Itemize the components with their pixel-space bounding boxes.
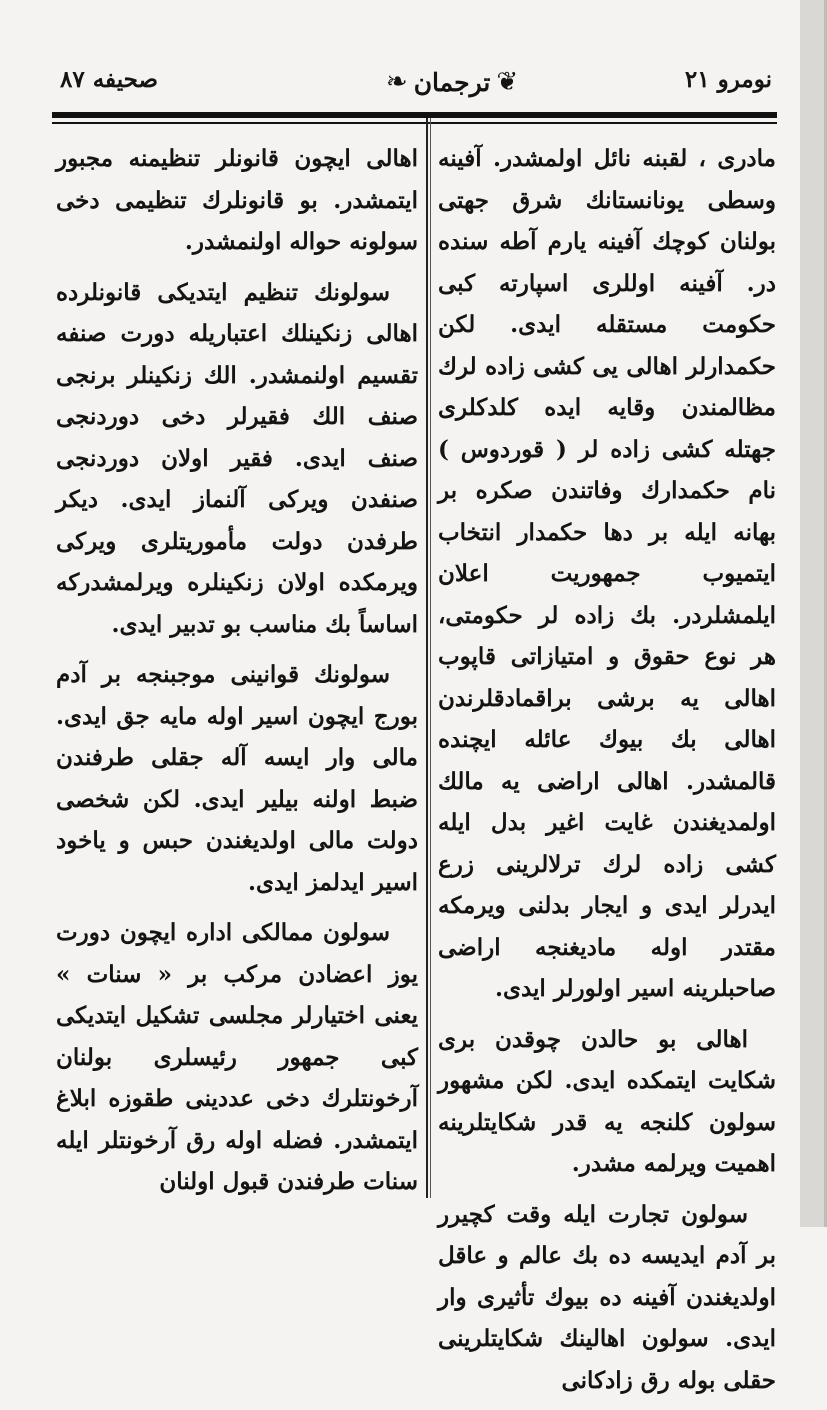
page-edge-shadow — [800, 0, 827, 1227]
paragraph: سولونك قوانینی موجبنجه بر آدم بورج ایچون اسیر اوله مایه جق ایدی. مالی وار ایسه آله جقلی طرفندن ضبط اولنه بیلیر ایدی. لكن شخصی دولت مالی اولدیغندن حبس و یاخود اسیر ایدلمز ایدی. — [56, 661, 418, 896]
paragraph: مادری ، لقبنه نائل اولمشدر. آفینه وسطی یونانستانك شرق جهتی بولنان كوچك آفینه یارم آطه سنده در. آفینه اوللری اسپارته كبی حكومت مستقله ایدی. لكن حكمدارلر اهالی یی كشی زاده لرك مظالمندن وقایه ایده كلدكلری جهتله كشی زاده لر ( قوردوس ) نام حكمدارك وفاتندن صكره بر بهانه ایله بر دها حكمدار انتخاب ایتمیوب جمهوریت اعلان ایلمشلردر. بك زاده لر حكومتی، هر نوع حقوق و امتیازاتی قاپوب اهالی یه برشی براقمادقلرندن اهالی بك بیوك عائله ایچنده قالمشدر. اهالی اراضی یه مالك اولمدیغندن غایت اغیر بدل ایله كشی زاده لرك ترلالرینی زرع ایدرلر ایدی و ایجار بدلنی ویرمكه مقتدر اوله مادیغنجه اراضی صاحبلرینه اسیر اولورلر ایدی. — [438, 145, 776, 1002]
newspaper-title: ترجمان — [413, 67, 491, 97]
scroll-ornament-icon: ❧ — [385, 67, 408, 97]
column-divider — [426, 118, 428, 1198]
paragraph: سولونك تنظیم ایتدیكی قانونلرده اهالی زنكینلك اعتباریله دورت صنفه تقسیم اولنمشدر. الك زنكینلر برنجی صنف الك فقیرلر دخی دوردنجی صنف ایدی. فقیر اولان دوردنجی صنفدن ویركی آلنماز ایدی. دیكر طرفدن دولت مأموریتلری ویركی ویرمكده اولان زنكینلره ویرلمشدركه اساساً بك مناسب بو تدبیر ایدی. — [56, 278, 418, 638]
left-column — [56, 138, 418, 1212]
paragraph: سولون تجارت ایله وقت كچیرر بر آدم ایدیسه ده بك عالم و عاقل اولدیغندن آفینه ده بیوك تأثیری وار ایدی. سولون اهالینك شكایتلرینی حقلی بوله رق زادكانی — [438, 1200, 776, 1394]
header-rule-thin — [52, 122, 777, 124]
paragraph: سولون ممالكی اداره ایچون دورت یوز اعضادن مركب بر « سنات » یعنی اختیارلر مجلسی تشكیل ایتدیكی كبی جمهور رئیسلری بولنان آرخونتلرك دخی عددینی طقوزه ابلاغ ایتمشدر. فضله اوله رق آرخونتلر ایله سنات طرفندن قبول اولنان — [56, 919, 418, 1195]
scroll-ornament-icon: ❦ — [496, 67, 519, 97]
masthead — [352, 62, 552, 102]
paragraph: اهالی ایچون قانونلر تنظیمنه مجبور ایتمشدر. بو قانونلرك تنظیمی دخی سولونه حواله اولنمشدر. — [56, 145, 418, 255]
header-rule-thick — [52, 112, 777, 118]
paragraph: اهالی بو حالدن چوقدن بری شكایت ایتمكده ایدی. لكن مشهور سولون كلنجه یه قدر شكایتلرینه اهمیت ویرلمه مشدر. — [438, 1025, 776, 1177]
issue-number: نومرو ٢١ — [684, 66, 772, 93]
column-divider-secondary — [430, 118, 431, 1198]
page-number: صحیفه ٨٧ — [60, 66, 159, 93]
page-header — [52, 60, 772, 112]
right-column — [438, 138, 776, 1410]
